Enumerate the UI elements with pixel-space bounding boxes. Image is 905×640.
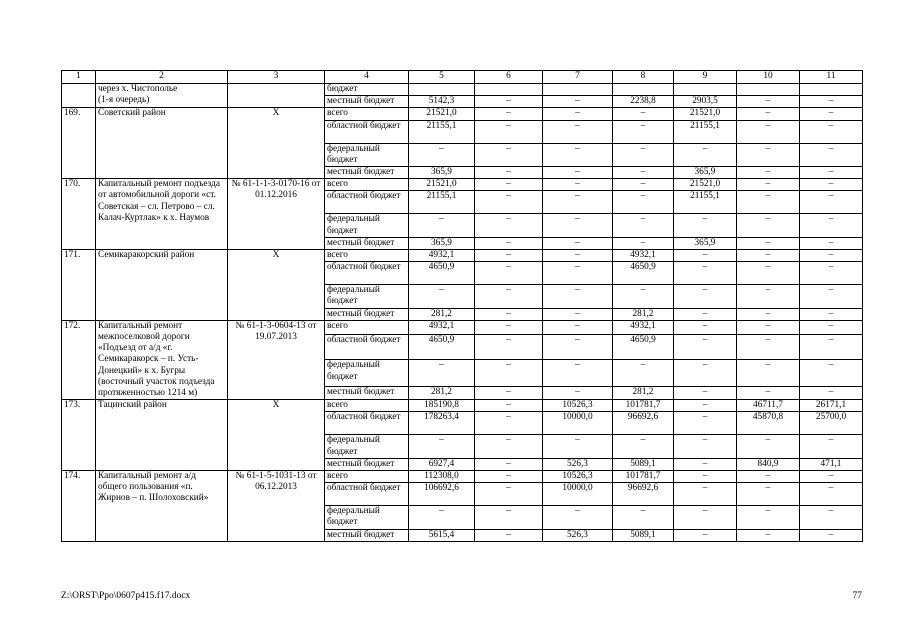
value-cell: – — [475, 471, 543, 483]
footer-page-number: 77 — [852, 591, 862, 601]
value-cell: – — [475, 529, 543, 541]
value-cell: – — [800, 143, 863, 166]
object-name: Советский район — [96, 108, 228, 179]
value-cell: – — [737, 191, 800, 214]
column-header: 3 — [228, 71, 325, 84]
value-cell: 45870,8 — [737, 412, 800, 435]
value-cell: – — [613, 435, 674, 458]
value-cell: 281,2 — [613, 386, 674, 400]
value-cell: 10526,3 — [543, 400, 613, 412]
funding-source: местный бюджет — [325, 529, 409, 541]
value-cell: 185190,8 — [409, 400, 475, 412]
value-cell: – — [543, 214, 613, 237]
value-cell: 21155,1 — [674, 191, 737, 214]
value-cell: – — [543, 250, 613, 262]
value-cell: 101781,7 — [613, 471, 674, 483]
value-cell: 4650,9 — [613, 334, 674, 360]
funding-source: федеральный бюджет — [325, 285, 409, 308]
value-cell: 101781,7 — [613, 400, 674, 412]
funding-source: местный бюджет — [325, 167, 409, 179]
value-cell: – — [674, 483, 737, 506]
value-cell: – — [674, 435, 737, 458]
value-cell: 96692,6 — [613, 412, 674, 435]
table-row — [62, 179, 863, 191]
funding-source: местный бюджет — [325, 308, 409, 320]
value-cell: 526,3 — [543, 458, 613, 470]
value-cell: 840,9 — [737, 458, 800, 470]
column-header: 5 — [409, 71, 475, 84]
value-cell: – — [737, 529, 800, 541]
value-cell: – — [737, 471, 800, 483]
value-cell: – — [613, 108, 674, 120]
value-cell: – — [613, 360, 674, 386]
value-cell: – — [800, 237, 863, 249]
value-cell: – — [475, 400, 543, 412]
funding-source: всего — [325, 320, 409, 334]
value-cell: – — [613, 237, 674, 249]
footer-file-path: Z:\ORST\Ppo\0607p415.f17.docx — [61, 591, 191, 601]
value-cell: – — [613, 214, 674, 237]
table-row — [62, 320, 863, 334]
column-header: 2 — [96, 71, 228, 84]
column-header: 6 — [475, 71, 543, 84]
value-cell: – — [737, 214, 800, 237]
value-cell: – — [475, 483, 543, 506]
value-cell: – — [737, 262, 800, 285]
value-cell: – — [800, 529, 863, 541]
value-cell: 4650,9 — [409, 334, 475, 360]
value-cell: – — [737, 334, 800, 360]
value-cell: – — [475, 412, 543, 435]
value-cell: 21521,0 — [674, 108, 737, 120]
column-header: 10 — [737, 71, 800, 84]
value-cell: – — [737, 308, 800, 320]
object-name: Семикаракорский район — [96, 250, 228, 321]
value-cell: 4932,1 — [409, 320, 475, 334]
value-cell: – — [475, 334, 543, 360]
document-code: № 61-1-3-0604-13 от 19.07.2013 — [228, 320, 325, 399]
table-row — [62, 84, 863, 96]
value-cell: – — [737, 237, 800, 249]
value-cell: 365,9 — [674, 167, 737, 179]
value-cell: – — [737, 285, 800, 308]
value-cell: – — [800, 250, 863, 262]
document-code: Х — [228, 250, 325, 321]
funding-source: областной бюджет — [325, 120, 409, 143]
object-name: через х. Чистополье (1-я очередь) — [96, 84, 228, 108]
value-cell: – — [613, 179, 674, 191]
value-cell — [613, 84, 674, 96]
value-cell: 4932,1 — [409, 250, 475, 262]
value-cell: – — [475, 506, 543, 529]
value-cell: 526,3 — [543, 529, 613, 541]
funding-source: местный бюджет — [325, 237, 409, 249]
value-cell: – — [800, 506, 863, 529]
value-cell: – — [674, 143, 737, 166]
value-cell: – — [475, 214, 543, 237]
value-cell: 4650,9 — [409, 262, 475, 285]
value-cell: 5089,1 — [613, 458, 674, 470]
funding-source: всего — [325, 250, 409, 262]
table-header — [62, 71, 863, 84]
funding-source: всего — [325, 400, 409, 412]
row-number: 172. — [62, 320, 96, 399]
value-cell: 21521,0 — [409, 108, 475, 120]
value-cell: 281,2 — [409, 386, 475, 400]
value-cell: – — [800, 360, 863, 386]
document-code: № 61-1-1-3-0170-16 от 01.12.2016 — [228, 179, 325, 250]
value-cell: – — [543, 96, 613, 108]
column-header: 8 — [613, 71, 674, 84]
value-cell: – — [543, 435, 613, 458]
value-cell: 106692,6 — [409, 483, 475, 506]
value-cell: – — [800, 262, 863, 285]
value-cell: – — [409, 435, 475, 458]
value-cell: 5142,3 — [409, 96, 475, 108]
value-cell: – — [543, 308, 613, 320]
value-cell: 365,9 — [674, 237, 737, 249]
object-name: Капитальный ремонт а/д общего пользования «п. Жирнов – п. Шолоховский» — [96, 471, 228, 542]
value-cell: – — [674, 400, 737, 412]
value-cell: – — [475, 120, 543, 143]
value-cell: 112308,0 — [409, 471, 475, 483]
value-cell: – — [800, 120, 863, 143]
value-cell: – — [543, 143, 613, 166]
value-cell: – — [475, 250, 543, 262]
value-cell: – — [674, 262, 737, 285]
value-cell: – — [737, 96, 800, 108]
value-cell: 46711,7 — [737, 400, 800, 412]
value-cell: – — [475, 386, 543, 400]
value-cell — [409, 84, 475, 96]
funding-source: федеральный бюджет — [325, 360, 409, 386]
funding-source: областной бюджет — [325, 262, 409, 285]
value-cell: – — [800, 179, 863, 191]
value-cell: – — [800, 191, 863, 214]
funding-source: местный бюджет — [325, 458, 409, 470]
value-cell: – — [475, 458, 543, 470]
funding-source: местный бюджет — [325, 386, 409, 400]
value-cell: – — [475, 96, 543, 108]
value-cell: – — [543, 167, 613, 179]
column-header: 7 — [543, 71, 613, 84]
value-cell: – — [674, 412, 737, 435]
row-number: 174. — [62, 471, 96, 542]
row-number: 171. — [62, 250, 96, 321]
value-cell: – — [800, 334, 863, 360]
value-cell: – — [674, 471, 737, 483]
object-name: Капитальный ремонт межпоселковой дороги «Подъезд от а/д «г. Семикаракорск – п. Усть-Донецкий» к х. Бугры (восточный участок подъезда протяженностью 1214 м) — [96, 320, 228, 399]
value-cell: – — [543, 191, 613, 214]
value-cell: 10000,0 — [543, 483, 613, 506]
value-cell: 4932,1 — [613, 250, 674, 262]
value-cell: – — [543, 262, 613, 285]
column-header: 11 — [800, 71, 863, 84]
funding-source: федеральный бюджет — [325, 435, 409, 458]
value-cell: – — [409, 360, 475, 386]
column-header: 9 — [674, 71, 737, 84]
value-cell: – — [475, 320, 543, 334]
value-cell: – — [737, 435, 800, 458]
value-cell: – — [674, 285, 737, 308]
funding-source: федеральный бюджет — [325, 506, 409, 529]
value-cell: 4650,9 — [613, 262, 674, 285]
value-cell: – — [674, 320, 737, 334]
value-cell: – — [543, 237, 613, 249]
value-cell: – — [475, 360, 543, 386]
value-cell: – — [800, 483, 863, 506]
value-cell: 4932,1 — [613, 320, 674, 334]
value-cell: 25700,0 — [800, 412, 863, 435]
value-cell: – — [613, 506, 674, 529]
value-cell: 21521,0 — [674, 179, 737, 191]
value-cell: 21521,0 — [409, 179, 475, 191]
row-number: 173. — [62, 400, 96, 471]
document-code: Х — [228, 108, 325, 179]
value-cell: – — [543, 320, 613, 334]
value-cell: – — [800, 435, 863, 458]
funding-source: областной бюджет — [325, 191, 409, 214]
table-row — [62, 108, 863, 120]
value-cell: – — [674, 506, 737, 529]
value-cell: – — [674, 458, 737, 470]
funding-source: областной бюджет — [325, 412, 409, 435]
value-cell: – — [475, 262, 543, 285]
value-cell: – — [613, 285, 674, 308]
document-code: Х — [228, 400, 325, 471]
funding-source: всего — [325, 108, 409, 120]
value-cell: – — [543, 179, 613, 191]
value-cell: 21155,1 — [409, 191, 475, 214]
value-cell — [475, 84, 543, 96]
value-cell: – — [800, 108, 863, 120]
value-cell: – — [800, 320, 863, 334]
value-cell: – — [409, 285, 475, 308]
value-cell: – — [475, 435, 543, 458]
value-cell: – — [674, 360, 737, 386]
value-cell — [674, 84, 737, 96]
value-cell: – — [800, 285, 863, 308]
value-cell: – — [737, 506, 800, 529]
value-cell: – — [737, 320, 800, 334]
value-cell: – — [543, 386, 613, 400]
budget-table — [61, 70, 863, 542]
value-cell: – — [674, 250, 737, 262]
object-name: Капитальный ремонт подъезда от автомобильной дороги «ст. Советская – сл. Петрово – сл. Калач-Куртлак» к х. Наумов — [96, 179, 228, 250]
document-code: № 61-1-5-1031-13 от 06.12.2013 — [228, 471, 325, 542]
value-cell: – — [737, 483, 800, 506]
value-cell: – — [475, 179, 543, 191]
value-cell: 5615,4 — [409, 529, 475, 541]
value-cell: – — [737, 167, 800, 179]
funding-source: местный бюджет — [325, 96, 409, 108]
table-row — [62, 250, 863, 262]
value-cell: – — [800, 167, 863, 179]
value-cell: – — [737, 386, 800, 400]
value-cell: – — [475, 308, 543, 320]
value-cell: – — [737, 250, 800, 262]
value-cell: 6927,4 — [409, 458, 475, 470]
value-cell: – — [475, 143, 543, 166]
value-cell: – — [674, 214, 737, 237]
value-cell: 96692,6 — [613, 483, 674, 506]
value-cell: – — [475, 108, 543, 120]
column-header: 4 — [325, 71, 409, 84]
value-cell: – — [543, 108, 613, 120]
value-cell: – — [674, 386, 737, 400]
value-cell: – — [543, 334, 613, 360]
value-cell: – — [543, 285, 613, 308]
value-cell: – — [475, 191, 543, 214]
value-cell: – — [800, 308, 863, 320]
table-row — [62, 471, 863, 483]
value-cell: – — [613, 167, 674, 179]
row-number: 169. — [62, 108, 96, 179]
value-cell: 10526,3 — [543, 471, 613, 483]
value-cell: 365,9 — [409, 167, 475, 179]
value-cell: 365,9 — [409, 237, 475, 249]
value-cell: – — [543, 360, 613, 386]
value-cell: – — [409, 214, 475, 237]
value-cell: – — [543, 506, 613, 529]
funding-source: бюджет — [325, 84, 409, 96]
funding-source: областной бюджет — [325, 483, 409, 506]
funding-source: федеральный бюджет — [325, 143, 409, 166]
value-cell: – — [613, 143, 674, 166]
value-cell: – — [800, 214, 863, 237]
value-cell: – — [674, 308, 737, 320]
value-cell: 21155,1 — [674, 120, 737, 143]
value-cell: – — [409, 143, 475, 166]
value-cell: – — [737, 143, 800, 166]
value-cell: – — [475, 167, 543, 179]
value-cell: – — [800, 471, 863, 483]
table-row — [62, 400, 863, 412]
row-number — [62, 84, 96, 108]
value-cell: – — [543, 120, 613, 143]
value-cell: 281,2 — [409, 308, 475, 320]
column-header: 1 — [62, 71, 96, 84]
funding-source: федеральный бюджет — [325, 214, 409, 237]
value-cell — [543, 84, 613, 96]
value-cell: 26171,1 — [800, 400, 863, 412]
value-cell: – — [800, 386, 863, 400]
object-name: Тацинский район — [96, 400, 228, 471]
row-number: 170. — [62, 179, 96, 250]
document-code — [228, 84, 325, 108]
value-cell — [737, 84, 800, 96]
value-cell: 21155,1 — [409, 120, 475, 143]
value-cell: 471,1 — [800, 458, 863, 470]
value-cell: – — [737, 120, 800, 143]
funding-source: всего — [325, 471, 409, 483]
value-cell: 281,2 — [613, 308, 674, 320]
value-cell — [800, 84, 863, 96]
value-cell: 2903,5 — [674, 96, 737, 108]
value-cell: – — [800, 96, 863, 108]
value-cell: – — [674, 334, 737, 360]
funding-source: областной бюджет — [325, 334, 409, 360]
value-cell: – — [737, 108, 800, 120]
value-cell: 10000,0 — [543, 412, 613, 435]
value-cell: – — [409, 506, 475, 529]
value-cell: 178263,4 — [409, 412, 475, 435]
value-cell: – — [613, 191, 674, 214]
value-cell: 2238,8 — [613, 96, 674, 108]
funding-source: всего — [325, 179, 409, 191]
value-cell: – — [475, 237, 543, 249]
value-cell: – — [674, 529, 737, 541]
value-cell: – — [475, 285, 543, 308]
value-cell: – — [613, 120, 674, 143]
value-cell: 5089,1 — [613, 529, 674, 541]
value-cell: – — [737, 179, 800, 191]
value-cell: – — [737, 360, 800, 386]
